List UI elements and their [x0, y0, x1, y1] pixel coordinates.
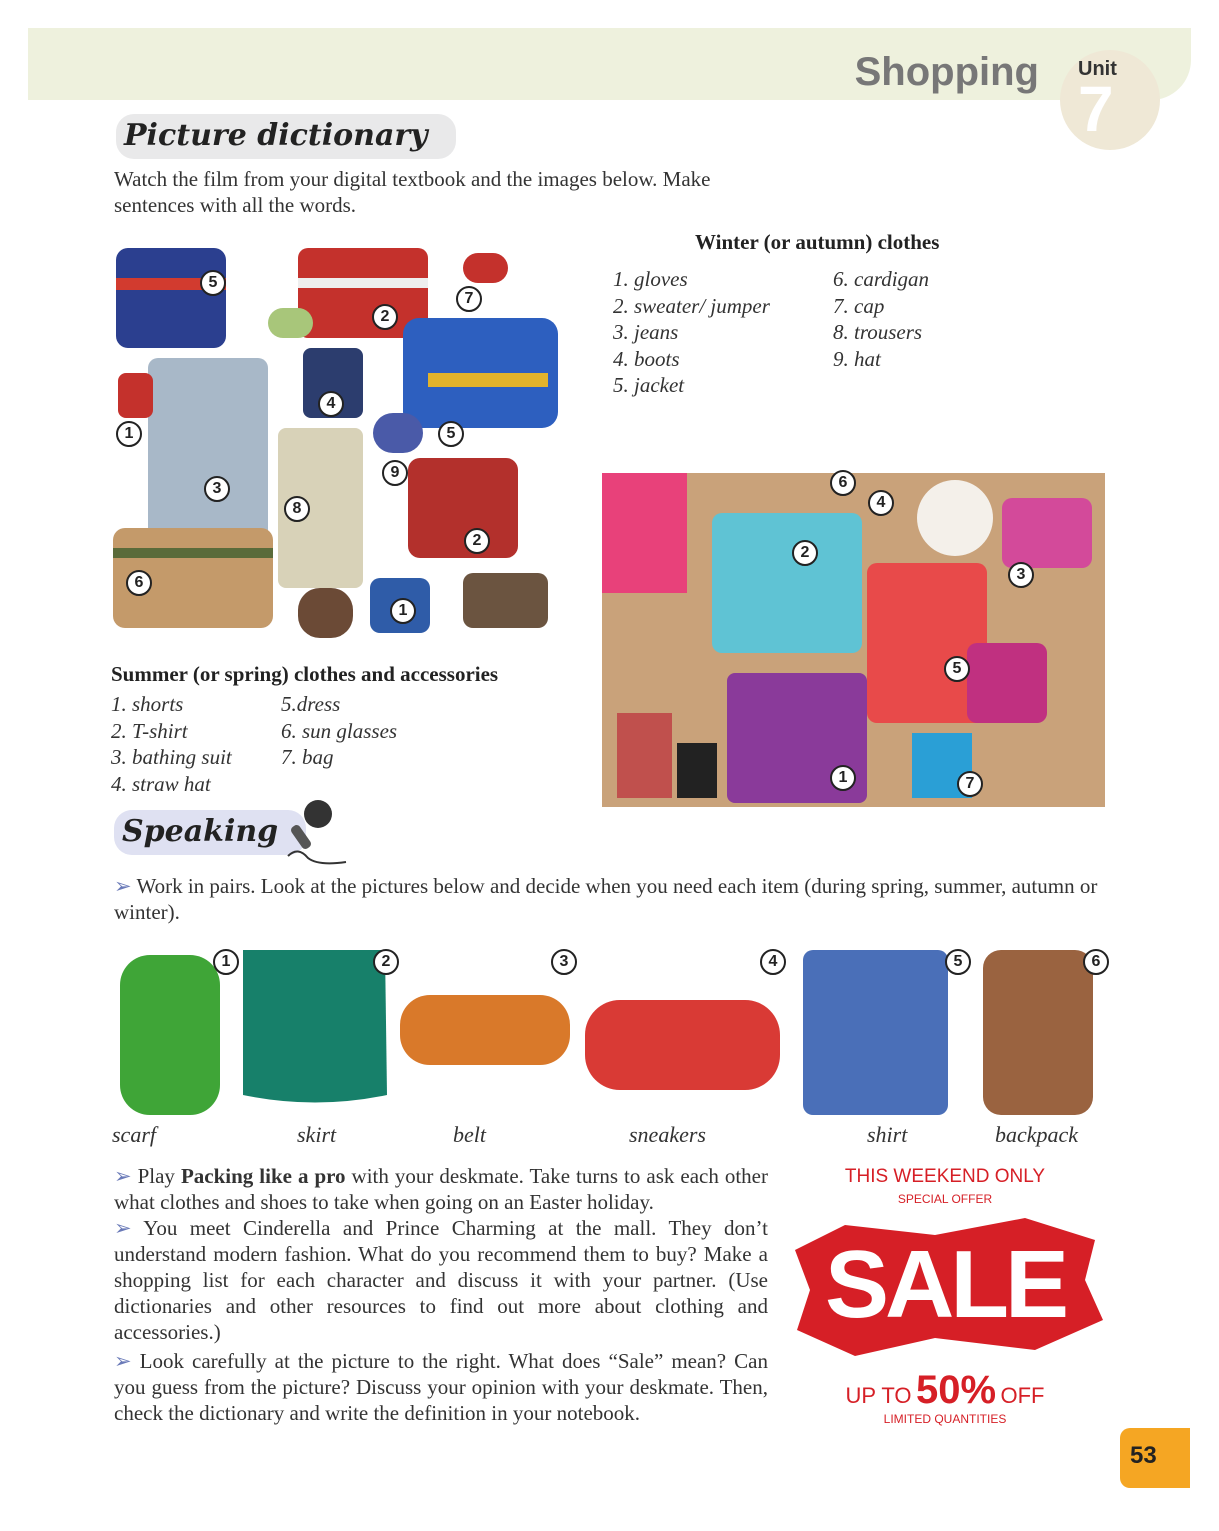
winter-heading: Winter (or autumn) clothes [695, 230, 940, 254]
winter-list-col1 [613, 266, 770, 399]
winter-marker-2b: 2 [464, 528, 490, 554]
summer-marker-3: 3 [1008, 562, 1034, 588]
winter-marker-7: 7 [456, 286, 482, 312]
speaking-marker-5: 5 [945, 949, 971, 975]
task-sale-text: Look carefully at the picture to the right. What does “Sale” mean? Can you guess from the picture? Discuss your opinion with your deskmate. Then, check the dictionary and write the definition in your notebook. [114, 1349, 768, 1425]
list-item: 6. cardigan [833, 267, 930, 291]
list-item: 7. bag [281, 745, 334, 769]
list-item: 3. bathing suit [111, 745, 232, 769]
unit-number: 7 [1078, 73, 1114, 145]
sale-sub-text: SPECIAL OFFER [897, 1192, 993, 1206]
winter-clothes-illustration [108, 228, 563, 648]
task-packing-text-pre: Play [137, 1164, 181, 1188]
sale-offer-line [785, 1368, 1105, 1413]
caption-sneakers: sneakers [629, 1122, 706, 1147]
task-packing-game-name: Packing like a pro [180, 1164, 346, 1188]
list-item: 9. hat [833, 346, 881, 371]
summer-items-photo [602, 473, 1105, 807]
caption-skirt: skirt [297, 1122, 337, 1147]
arrow-bullet-icon: ➢ [114, 1164, 138, 1188]
winter-marker-1a: 1 [116, 421, 142, 447]
speaking-instruction-text: Work in pairs. Look at the pictures below and decide when you need each item (during spring, summer, autumn or winter). [114, 874, 1098, 924]
arrow-bullet-icon: ➢ [114, 1216, 144, 1240]
list-item: 7. cap [833, 293, 885, 318]
caption-scarf: scarf [112, 1122, 156, 1147]
list-item: 4. straw hat [111, 771, 211, 796]
speaking-marker-3: 3 [551, 949, 577, 975]
summer-marker-6: 6 [830, 470, 856, 496]
task-sale [114, 1348, 768, 1426]
speaking-instruction [114, 873, 1110, 925]
sale-limited: LIMITED QUANTITIES [883, 1412, 1007, 1426]
picture-dictionary-heading: Picture dictionary [116, 114, 456, 159]
caption-belt: belt [453, 1122, 486, 1147]
winter-marker-4: 4 [318, 391, 344, 417]
sale-off: OFF [1000, 1383, 1045, 1408]
list-item: 1. gloves [613, 267, 688, 291]
winter-marker-1b: 1 [390, 598, 416, 624]
summer-list-col1 [111, 691, 232, 797]
summer-marker-5: 5 [944, 656, 970, 682]
list-item: 3. jeans [613, 320, 679, 344]
sale-top-text: THIS WEEKEND ONLY [844, 1166, 1046, 1187]
speaking-marker-1: 1 [213, 949, 239, 975]
list-item: 6. sun glasses [281, 718, 398, 743]
winter-clothes-collage [108, 228, 563, 648]
sale-up-to: UP TO [845, 1383, 912, 1408]
speaking-marker-2: 2 [373, 949, 399, 975]
task-cinderella-text: You meet Cinderella and Prince Charming at the mall. They don’t understand modern fashion. What do you recommend them to buy? Make a shopping list for each character and discuss it with your partner. (Use dictionaries and other resources to find out more about clothing and accessories.) [114, 1216, 768, 1344]
list-item: 1. shorts [111, 692, 184, 716]
summer-heading: Summer (or spring) clothes and accessories [111, 662, 499, 686]
list-item: 2. T-shirt [111, 718, 188, 743]
picture-dictionary-instruction: Watch the film from your digital textbook and the images below. Make sentences with all the words. [114, 167, 711, 217]
list-item: 8. trousers [833, 320, 923, 344]
unit-label: Unit [1078, 58, 1117, 80]
summer-marker-7: 7 [957, 771, 983, 797]
winter-marker-6: 6 [126, 570, 152, 596]
list-item: 4. boots [613, 346, 680, 371]
winter-marker-3: 3 [204, 476, 230, 502]
sale-sign [785, 1160, 1105, 1430]
task-packing [114, 1163, 768, 1215]
list-item: 5. jacket [613, 373, 685, 397]
speaking-marker-4: 4 [760, 949, 786, 975]
winter-marker-2a: 2 [372, 304, 398, 330]
summer-list-col2 [281, 691, 397, 771]
summer-items-illustration [602, 473, 1105, 807]
winter-marker-5a: 5 [200, 270, 226, 296]
list-item: 5.dress [281, 692, 341, 716]
summer-marker-2: 2 [792, 540, 818, 566]
winter-list-col2 [833, 266, 929, 372]
sale-word: SALE [824, 1231, 1066, 1338]
speaking-marker-6: 6 [1083, 949, 1109, 975]
summer-marker-1: 1 [830, 765, 856, 791]
winter-marker-8: 8 [284, 496, 310, 522]
speaking-heading: Speaking [114, 810, 306, 855]
caption-shirt: shirt [867, 1122, 908, 1147]
page-number: 53 [1130, 1442, 1157, 1469]
arrow-bullet-icon: ➢ [114, 1349, 140, 1373]
page-title: Shopping [854, 50, 1039, 94]
list-item: 2. sweater/ jumper [613, 293, 770, 318]
task-cinderella [114, 1215, 768, 1345]
caption-backpack: backpack [995, 1122, 1079, 1147]
winter-marker-5b: 5 [438, 421, 464, 447]
speaking-items-row [115, 945, 1110, 1120]
winter-marker-9: 9 [382, 460, 408, 486]
task-packing-text-post: with your deskmate. Take turns to ask each other what clothes and shoes to take when going on an Easter holiday. [114, 1164, 768, 1214]
microphone-icon [278, 796, 348, 866]
sale-percent: 50% [915, 1368, 997, 1412]
arrow-bullet-icon: ➢ [114, 874, 137, 898]
summer-marker-4: 4 [868, 490, 894, 516]
